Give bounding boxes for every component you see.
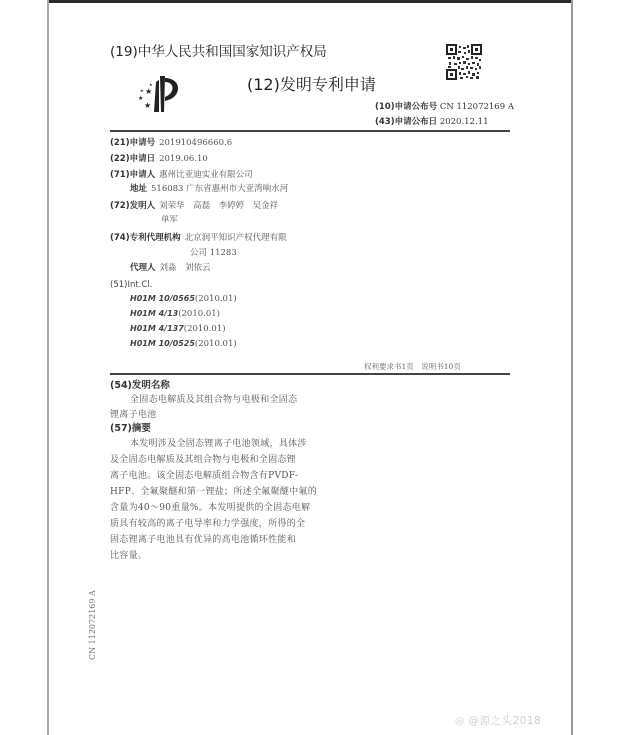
publication-number: [375, 100, 514, 112]
ipc-code: H01M 4/137: [130, 324, 184, 333]
application-number-value: 201910496660.6: [159, 138, 233, 148]
svg-text:★: ★: [145, 87, 153, 96]
abstract-line: 本发明涉及全固态锂离子电池领域，具体涉: [130, 439, 307, 449]
ipc-code: H01M 10/0565: [130, 294, 195, 303]
ipc-version: (2010.01): [194, 294, 237, 304]
patent-agency-line1: 北京润平知识产权代理有限: [184, 233, 287, 243]
patent-agency-label: (74)专利代理机构: [110, 233, 181, 243]
header-divider: [110, 130, 510, 132]
issuing-office: (19)中华人民共和国国家知识产权局: [110, 44, 327, 60]
agents-label: 代理人: [130, 263, 156, 273]
publication-date-label: (43)申请公布日: [375, 117, 438, 127]
inventors-line1: 刘荣华 高磊 李婷婷 吴金祥: [159, 201, 279, 211]
abstract-line: 质具有较高的离子电导率和力学强度，所得的全: [110, 519, 306, 529]
page-border-left: [47, 0, 49, 735]
agents-value: 刘淼 刘依云: [159, 263, 211, 273]
applicant-label: (71)申请人: [110, 170, 156, 180]
abstract-line: 固态锂离子电池具有优异的高电池循环性能和: [110, 535, 297, 545]
application-number-label: (21)申请号: [110, 138, 156, 148]
section-divider: [110, 373, 510, 375]
agents: [130, 261, 211, 273]
patent-agency-line2: 公司 11283: [190, 248, 237, 258]
filing-date: [110, 152, 208, 164]
publication-date: [375, 115, 488, 127]
filing-date-label: (22)申请日: [110, 154, 156, 164]
page-border-right: [571, 0, 573, 735]
abstract-line: 含量为40～90重量%。本发明提供的全固态电解: [110, 503, 311, 513]
abstract-line: HFP、全氟聚醚和第一锂盐；所述全氟聚醚中氟的: [110, 487, 318, 497]
inventors-line2: 单军: [161, 215, 179, 225]
ipc-version: (2010.01): [178, 309, 220, 319]
document-type: (12)发明专利申请: [247, 75, 376, 94]
ipc-code: H01M 10/0525: [130, 339, 195, 348]
inventors: [110, 199, 278, 211]
weibo-icon: ◎: [455, 715, 465, 727]
patent-agency: [110, 231, 287, 243]
ipc-item: [130, 339, 237, 349]
address: [130, 182, 288, 194]
watermark-text: @源之头2018: [468, 715, 542, 727]
address-label: 地址: [130, 184, 148, 194]
abstract-line: 及全固态电解质及其组合物与电极和全固态锂: [110, 455, 297, 465]
publication-number-label: (10)申请公布号: [375, 102, 438, 112]
publication-date-value: 2020.12.11: [439, 117, 489, 127]
invention-title-label: (54)发明名称: [110, 380, 170, 391]
svg-text:★: ★: [149, 82, 153, 87]
abstract-label: (57)摘要: [110, 423, 151, 434]
abstract-line: 离子电池。该全固态电解质组合物含有PVDF-: [110, 471, 299, 481]
top-edge-bar: [47, 0, 572, 3]
address-value: 516083 广东省惠州市大亚湾响水河: [151, 184, 289, 194]
publication-number-value: CN 112072169 A: [439, 102, 514, 112]
applicant: [110, 168, 253, 180]
application-number: [110, 136, 232, 148]
ipc-code: H01M 4/13: [130, 309, 179, 318]
ipc-item: [130, 294, 237, 304]
applicant-value: 惠州比亚迪实业有限公司: [159, 170, 253, 180]
qr-code-icon: [446, 44, 482, 80]
cnipa-logo-icon: [135, 72, 185, 116]
invention-title-line1: 全固态电解质及其组合物与电极和全固态: [130, 395, 298, 405]
weibo-watermark: [455, 713, 541, 728]
svg-text:★: ★: [144, 101, 152, 110]
ipc-version: (2010.01): [183, 324, 226, 334]
side-publication-number: CN 112072169 A: [88, 590, 97, 660]
filing-date-value: 2019.06.10: [159, 154, 208, 164]
inventors-label: (72)发明人: [110, 201, 156, 211]
svg-text:★: ★: [138, 95, 144, 102]
ipc-item: [130, 324, 226, 334]
ipc-version: (2010.01): [194, 339, 237, 349]
invention-title-line2: 锂离子电池: [110, 410, 157, 420]
svg-text:★: ★: [140, 88, 144, 93]
ipc-label: (51)Int.Cl.: [110, 280, 153, 290]
ipc-item: [130, 309, 220, 319]
page-counts: 权利要求书1页 说明书10页: [364, 362, 461, 371]
abstract-line: 比容量。: [110, 551, 148, 561]
